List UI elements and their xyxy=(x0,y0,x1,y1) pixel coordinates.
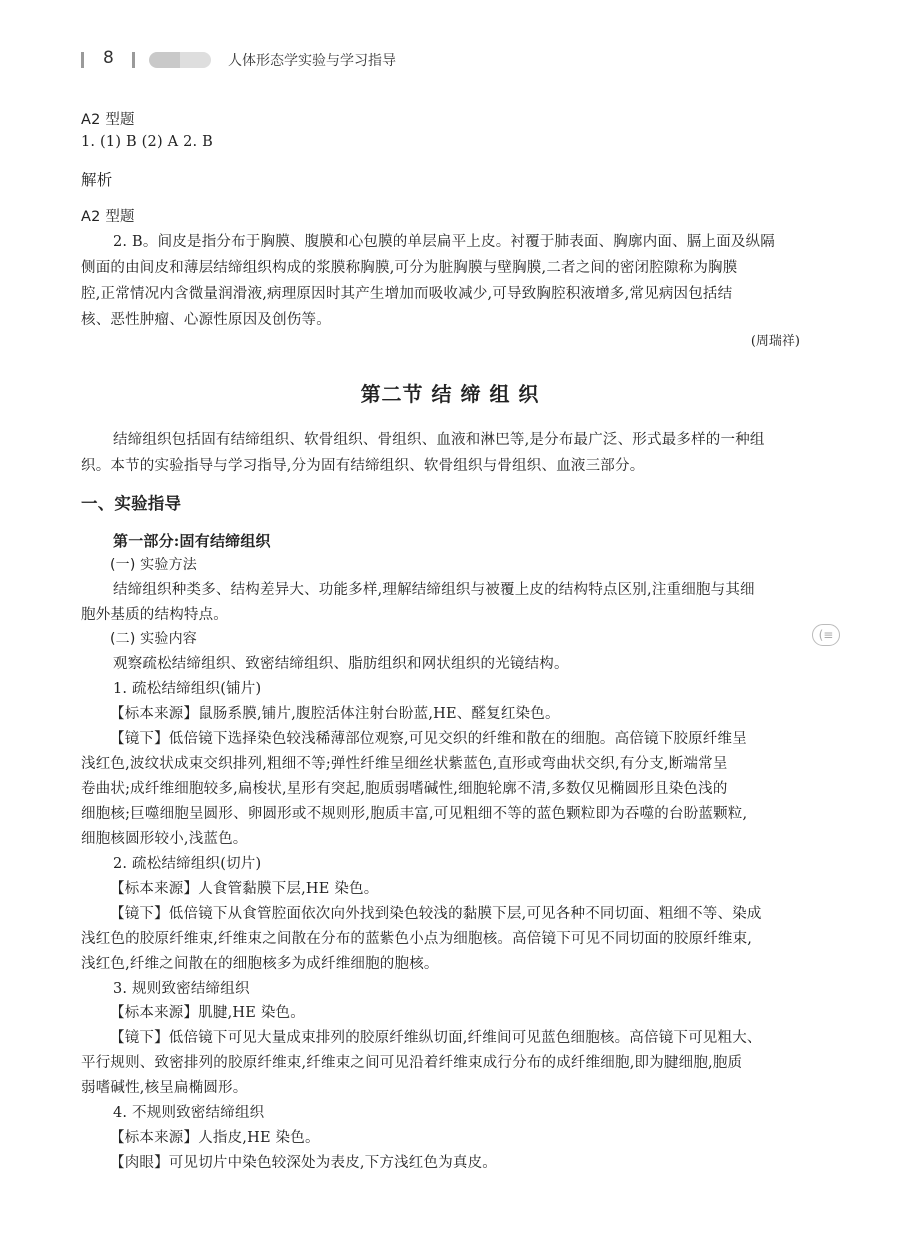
paragraph-line: 观察疏松结缔组织、致密结缔组织、脂肪组织和网状组织的光镜结构。 xyxy=(113,656,569,672)
paragraph-line: 织。本节的实验指导与学习指导,分为固有结缔组织、软骨组织与骨组织、血液三部分。 xyxy=(81,458,645,474)
answer-line: 1. (1) B (2) A 2. B xyxy=(81,134,213,150)
paragraph-line: 侧面的由间皮和薄层结缔组织构成的浆膜称胸膜,可分为脏胸膜与壁胸膜,二者之间的密闭腔隙称为胸膜 xyxy=(81,260,738,276)
heading-analysis: 解析 xyxy=(81,171,113,189)
specimen-source: 【标本来源】肌腱,HE 染色。 xyxy=(110,1005,305,1021)
item-heading: 3. 规则致密结缔组织 xyxy=(113,981,250,997)
book-title: 人体形态学实验与学习指导 xyxy=(228,53,396,69)
item-heading: 2. 疏松结缔组织(切片) xyxy=(113,856,262,872)
paragraph-line: 平行规则、致密排列的胶原纤维束,纤维束之间可见沿着纤维束成行分布的成纤维细胞,即为腱细胞,胞质 xyxy=(81,1055,743,1071)
page-number: 8 xyxy=(103,48,114,68)
heading-part-one: 第一部分:固有结缔组织 xyxy=(113,532,271,550)
paragraph-line: 【肉眼】可见切片中染色较深处为表皮,下方浅红色为真皮。 xyxy=(110,1155,498,1171)
author-credit: (周瑞祥) xyxy=(750,334,800,349)
paragraph-line: 【镜下】低倍镜下从食管腔面依次向外找到染色较浅的黏膜下层,可见各种不同切面、粗细不等、染成 xyxy=(110,906,762,922)
paragraph-line: 浅红色,纤维之间散在的细胞核多为成纤维细胞的胞核。 xyxy=(81,956,439,972)
item-heading: 4. 不规则致密结缔组织 xyxy=(113,1105,265,1121)
paragraph-line: 细胞核圆形较小,浅蓝色。 xyxy=(81,831,248,847)
paragraph-line: 细胞核;巨噬细胞呈圆形、卵圆形或不规则形,胞质丰富,可见粗细不等的蓝色颗粒即为吞噬的台盼蓝颗粒, xyxy=(81,806,748,822)
paragraph-line: 浅红色的胶原纤维束,纤维束之间散在分布的蓝紫色小点为细胞核。高倍镜下可见不同切面的胶原纤维束, xyxy=(81,931,753,947)
header-bar-left xyxy=(81,52,84,68)
margin-mark-icon: (≡ xyxy=(812,624,840,646)
header-bar-right xyxy=(132,52,135,68)
paragraph-line: 【镜下】低倍镜下可见大量成束排列的胶原纤维纵切面,纤维间可见蓝色细胞核。高倍镜下可见粗大、 xyxy=(110,1030,762,1046)
paragraph-line: 结缔组织种类多、结构差异大、功能多样,理解结缔组织与被覆上皮的结构特点区别,注重细胞与其细 xyxy=(113,582,755,598)
paragraph-line: 卷曲状;成纤维细胞较多,扁梭状,星形有突起,胞质弱嗜碱性,细胞轮廓不清,多数仅见椭圆形且染色浅的 xyxy=(81,781,728,797)
paragraph-line: 腔,正常情况内含微量润滑液,病理原因时其产生增加而吸收减少,可导致胸腔积液增多,常见病因包括结 xyxy=(81,286,733,302)
paragraph-line: 结缔组织包括固有结缔组织、软骨组织、骨组织、血液和淋巴等,是分布最广泛、形式最多样的一种组 xyxy=(113,432,765,448)
heading-content: (二) 实验内容 xyxy=(110,631,197,647)
running-header xyxy=(0,50,900,70)
paragraph-line: 弱嗜碱性,核呈扁椭圆形。 xyxy=(81,1080,248,1096)
paragraph-line: 浅红色,波纹状成束交织排列,粗细不等;弹性纤维呈细丝状紫蓝色,直形或弯曲状交织,有分支,断端常呈 xyxy=(81,756,728,772)
section-title: 第二节 结 缔 组 织 xyxy=(360,382,540,406)
header-decoration xyxy=(149,52,211,68)
specimen-source: 【标本来源】鼠肠系膜,铺片,腹腔活体注射台盼蓝,HE、醛复红染色。 xyxy=(110,706,560,722)
subheading-a2-analysis: A2 型题 xyxy=(81,209,135,225)
paragraph-line: 2. B。间皮是指分布于胸膜、腹膜和心包膜的单层扁平上皮。衬覆于肺表面、胸廓内面、膈上面及纵隔 xyxy=(113,234,775,250)
paragraph-line: 胞外基质的结构特点。 xyxy=(81,607,228,623)
heading-method: (一) 实验方法 xyxy=(110,557,197,573)
paragraph-line: 【镜下】低倍镜下选择染色较浅稀薄部位观察,可见交织的纤维和散在的细胞。高倍镜下胶原纤维呈 xyxy=(110,731,747,747)
item-heading: 1. 疏松结缔组织(铺片) xyxy=(113,681,262,697)
paragraph-line: 核、恶性肿瘤、心源性原因及创伤等。 xyxy=(81,312,331,328)
specimen-source: 【标本来源】人食管黏膜下层,HE 染色。 xyxy=(110,881,379,897)
subheading-a2: A2 型题 xyxy=(81,112,135,128)
specimen-source: 【标本来源】人指皮,HE 染色。 xyxy=(110,1130,320,1146)
heading-experiment-guide: 一、实验指导 xyxy=(81,494,182,513)
